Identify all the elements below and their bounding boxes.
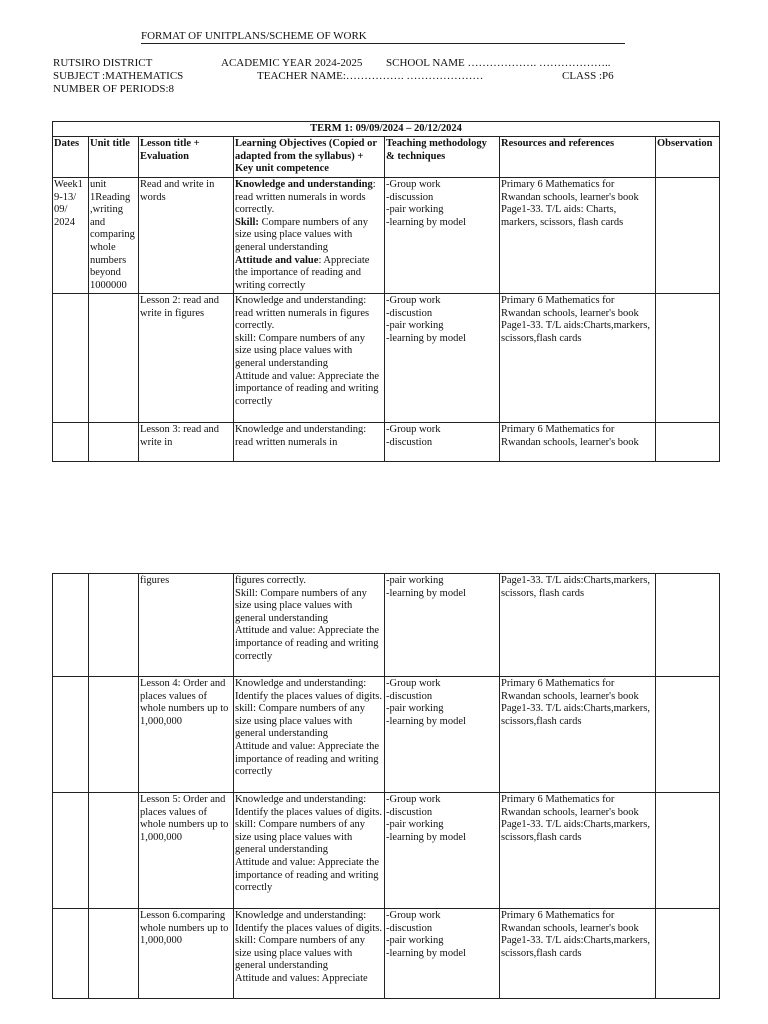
header-observation: Observation bbox=[656, 137, 720, 178]
row3-resources: Primary 6 Mathematics for Rwandan schools, learner's book bbox=[500, 423, 656, 462]
row1-resources: Primary 6 Mathematics for Rwandan schools, learner's book Page1-33. T/L aids: Charts, markers, scissors, flash cards bbox=[500, 178, 656, 294]
row2-objectives: Knowledge and understanding: read written numerals in figures correctly. skill: Compare numbers of any size using place values with general understanding Attitude and value: Appreciate the importance of reading and writing correctly bbox=[234, 294, 385, 423]
row1-unit-title: unit 1Reading ,writing and comparing whole numbers beyond 1000000 bbox=[89, 178, 139, 294]
row2-lesson: Lesson 2: read and write in figures bbox=[139, 294, 234, 423]
teacher-name-label: TEACHER NAME:……………. ………………… bbox=[257, 70, 484, 82]
table-row bbox=[53, 677, 720, 793]
periods-label: NUMBER OF PERIODS:8 bbox=[53, 83, 175, 95]
row1-objectives: Knowledge and understanding: read written numerals in words correctly. Skill: Compare numbers of any size using place values with general understanding Attitude and value: Appreciate the importance of reading and writing correctly bbox=[234, 178, 385, 294]
row5-resources: Primary 6 Mathematics for Rwandan schools, learner's book Page1-33. T/L aids:Charts,markers, scissors,flash cards bbox=[500, 793, 656, 909]
row5-objectives: Knowledge and understanding: Identify the places values of digits. skill: Compare numbers of any size using place values with general understanding Attitude and value: Appreciate the importance of reading and writing correctly bbox=[234, 793, 385, 909]
row2-resources: Primary 6 Mathematics for Rwandan schools, learner's book Page1-33. T/L aids:Charts,markers, scissors,flash cards bbox=[500, 294, 656, 423]
scheme-table-page-1 bbox=[52, 121, 720, 462]
row3cont-lesson: figures bbox=[139, 574, 234, 677]
header-lesson: Lesson title + Evaluation bbox=[139, 137, 234, 178]
header-objectives: Learning Objectives (Copied or adapted from the syllabus) + Key unit competence bbox=[234, 137, 385, 178]
table-row bbox=[53, 423, 720, 462]
row5-methods: -Group work -discustion -pair working -learning by model bbox=[385, 793, 500, 909]
table-row bbox=[53, 178, 720, 294]
header-unit-title: Unit title bbox=[89, 137, 139, 178]
row1-methods: -Group work -discussion -pair working -learning by model bbox=[385, 178, 500, 294]
table-row bbox=[53, 793, 720, 909]
row3cont-methods: -pair working -learning by model bbox=[385, 574, 500, 677]
table-row bbox=[53, 294, 720, 423]
school-name-label: SCHOOL NAME ………………. ……………….. bbox=[386, 57, 611, 69]
row6-methods: -Group work -discustion -pair working -learning by model bbox=[385, 909, 500, 999]
row1-dates: Week1 9-13/ 09/ 2024 bbox=[53, 178, 89, 294]
row3-methods: -Group work -discustion bbox=[385, 423, 500, 462]
table-row bbox=[53, 574, 720, 677]
district-label: RUTSIRO DISTRICT bbox=[53, 57, 153, 69]
scheme-table-page-2 bbox=[52, 573, 720, 999]
row1-observation bbox=[656, 178, 720, 294]
row3cont-resources: Page1-33. T/L aids:Charts,markers, scissors, flash cards bbox=[500, 574, 656, 677]
row5-lesson: Lesson 5: Order and places values of whole numbers up to 1,000,000 bbox=[139, 793, 234, 909]
row6-resources: Primary 6 Mathematics for Rwandan schools, learner's book Page1-33. T/L aids:Charts,markers, scissors,flash cards bbox=[500, 909, 656, 999]
row4-lesson: Lesson 4: Order and places values of whole numbers up to 1,000,000 bbox=[139, 677, 234, 793]
header-methodology: Teaching methodology & techniques bbox=[385, 137, 500, 178]
class-label: CLASS :P6 bbox=[562, 70, 614, 82]
row4-resources: Primary 6 Mathematics for Rwandan schools, learner's book Page1-33. T/L aids:Charts,markers, scissors,flash cards bbox=[500, 677, 656, 793]
term-header: TERM 1: 09/09/2024 – 20/12/2024 bbox=[53, 122, 720, 137]
row3-objectives: Knowledge and understanding: read written numerals in bbox=[234, 423, 385, 462]
row4-methods: -Group work -discustion -pair working -learning by model bbox=[385, 677, 500, 793]
header-resources: Resources and references bbox=[500, 137, 656, 178]
row2-methods: -Group work -discustion -pair working -learning by model bbox=[385, 294, 500, 423]
subject-label: SUBJECT :MATHEMATICS bbox=[53, 70, 184, 82]
table-row bbox=[53, 909, 720, 999]
row1-lesson: Read and write in words bbox=[139, 178, 234, 294]
row6-lesson: Lesson 6.comparing whole numbers up to 1,000,000 bbox=[139, 909, 234, 999]
header-dates: Dates bbox=[53, 137, 89, 178]
row4-objectives: Knowledge and understanding: Identify the places values of digits. skill: Compare numbers of any size using place values with general understanding Attitude and value: Appreciate the importance of reading and writing correctly bbox=[234, 677, 385, 793]
document-title: FORMAT OF UNITPLANS/SCHEME OF WORK bbox=[141, 30, 625, 44]
academic-year-label: ACADEMIC YEAR 2024-2025 bbox=[221, 57, 363, 69]
row6-objectives: Knowledge and understanding: Identify the places values of digits. skill: Compare numbers of any size using place values with general understanding Attitude and values: Appreciate bbox=[234, 909, 385, 999]
row3-lesson: Lesson 3: read and write in bbox=[139, 423, 234, 462]
row3cont-objectives: figures correctly. Skill: Compare numbers of any size using place values with general understanding Attitude and value: Appreciate the importance of reading and writing correctly bbox=[234, 574, 385, 677]
